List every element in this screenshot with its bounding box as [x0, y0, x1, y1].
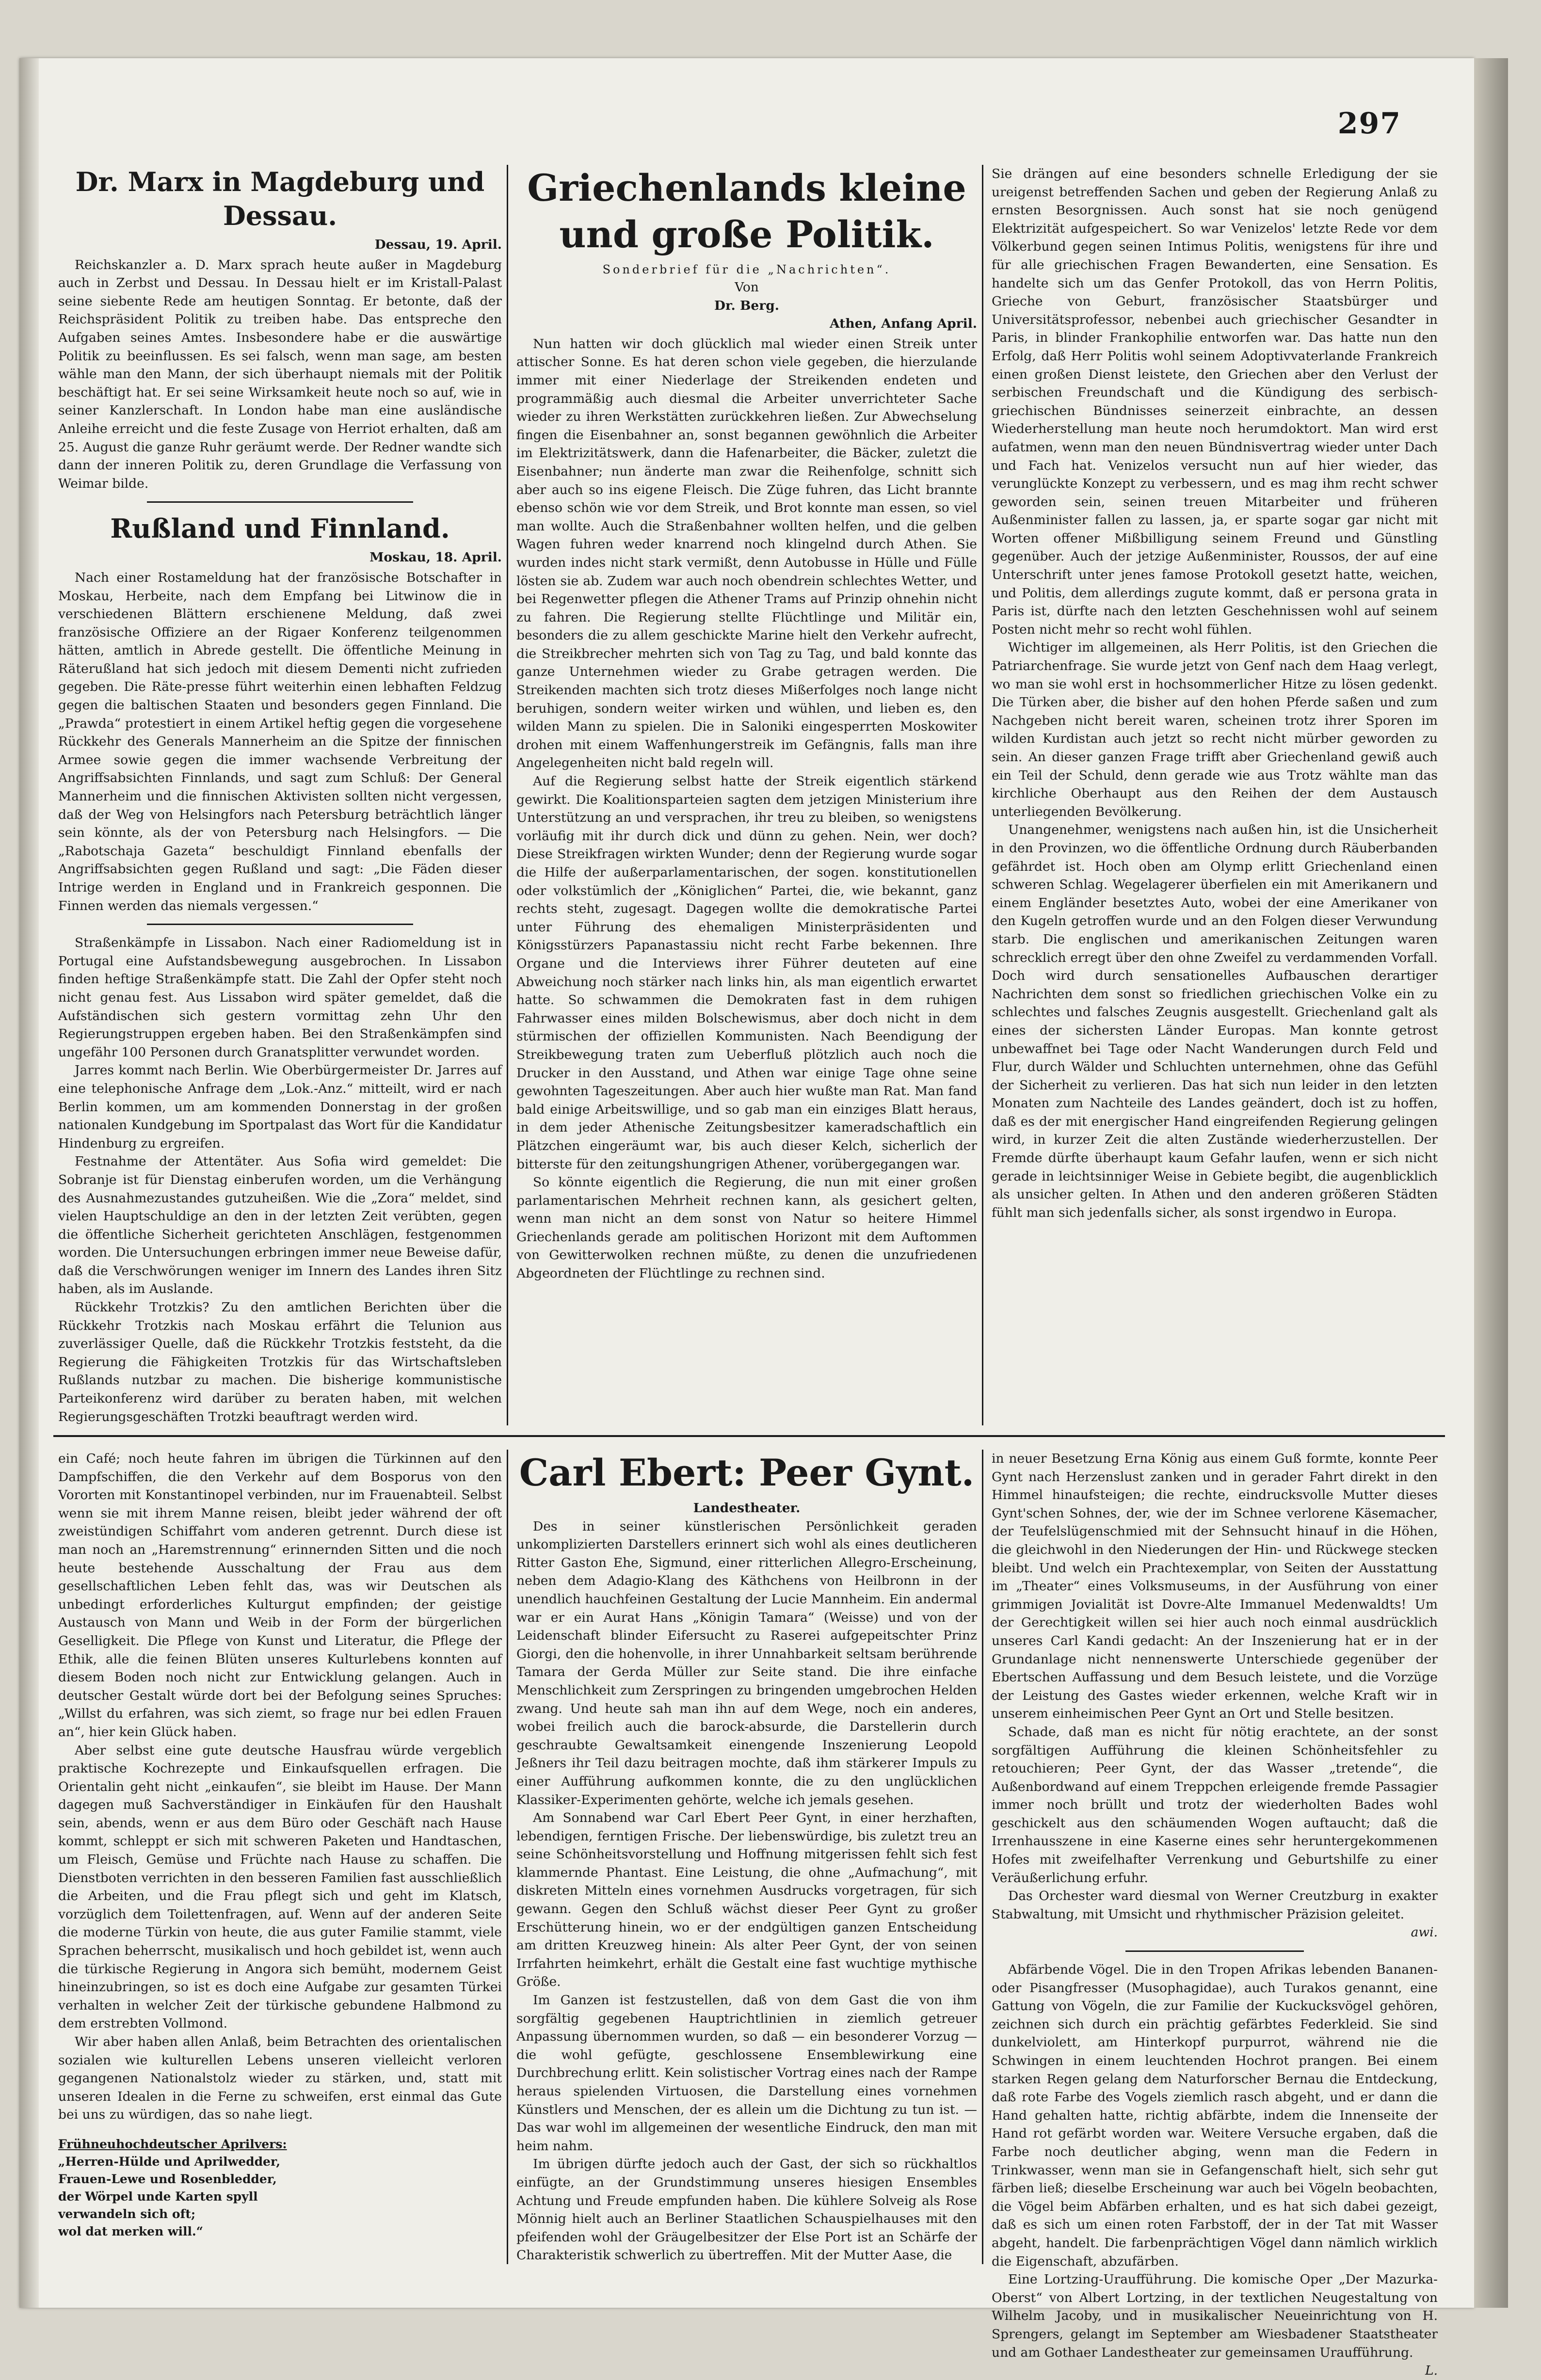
bottom-column-3 — [992, 1450, 1438, 2379]
newspaper-page — [19, 58, 1474, 2379]
news-item-trotzki: Rückkehr Trotzkis? Zu den amtlichen Berichten über die Rückkehr Trotzkis nach Moskau erfährt die Telunion aus zuverlässiger Quelle, daß die Rückkehr Trotzkis feststeht, da die Regierung die Fähigkeiten Trotzkis für das Wirtschaftsleben Rußlands nutzbar zu machen. Die bisherige kommunistische Parteikonferenz wird darüber zu beraten haben, mit welchen Regierungsgeschäften Trotzki beauftragt werden wird. — [58, 1300, 502, 1424]
article-headline-russland: Rußland und Finnland. — [110, 513, 450, 544]
note-signoff: L. — [1425, 2363, 1438, 2379]
poem-title: Frühneuhochdeutscher Aprilvers: — [58, 2137, 287, 2151]
column-rule — [507, 165, 508, 1425]
paragraph: Wir aber haben allen Anlaß, beim Betrachten des orientalischen sozialen wie kulturellen Lebens unseren vielleicht verloren gegangenen Nationalstolz wieder zu stärken, und, statt mit unseren Idealen in die Ferne zu schweifen, erst einmal das Gute bei uns zu würdigen, das so nahe liegt. — [58, 2034, 502, 2123]
paragraph: ein Café; noch heute fahren im übrigen die Türkinnen auf den Dampfschiffen, die den Verkehr auf dem Bosporus von den Vororten mit Konstantinopel verbinden, nur im Frauenabteil. Selbst wenn sie mit ihrem Manne reisen, bleibt jeder während der oft zweistündigen Schiffahrt vom anderen getrennt. Durch diese ist man noch an „Haremstrennung“ erinnernden Sitten und die noch heute bestehende Ausschaltung der Frau aus dem gesellschaftlichen Leben fehlt das, was wir Deutschen als unbedingt erforderliches Kulturgut empfinden; der geistige Austausch von Mann und Weib in der Form der bürgerlichen Geselligkeit. Die Pflege von Kunst und Literatur, die Pflege der Ethik, alle die feinen Blüten unseres Kulturlebens konnten auf diesem Boden noch nicht zur Entwicklung gelangen. Auch in deutscher Gestalt würde dort bei der Befolgung seines Spruches: „Willst du erfahren, was sich ziemt, so frage nur bei edlen Frauen an“, hier kein Glück haben. — [58, 1451, 502, 1740]
section-divider — [53, 1435, 1445, 1437]
paragraph: Das Orchester ward diesmal von Werner Creutzburg in exakter Stabwaltung, mit Umsicht und rhythmischer Präzision geleitet. — [992, 1888, 1438, 1922]
scan-edge — [1474, 58, 1508, 2308]
article-headline-marx: Dr. Marx in Magdeburg und Dessau. — [75, 166, 485, 231]
paragraph: in neuer Besetzung Erna König aus einem Guß formte, konnte Peer Gynt nach Herzenslust zanken und in gerader Fahrt direkt in den Himmel hinaufsteigen; die rechte, eindrucksvolle Mutter dieses Gynt'schen Sohnes, der, wie der im Schnee verlorene Käsemacher, der Teufelslügenschmied mit der Sehnsucht hinauf in die Höhen, die gleichwohl in den Niederungen der Hin- und Rückwege stecken bleibt. Und welch ein Prachtexemplar, von Seiten der Ausstattung im „Theater“ eines Volksmuseums, in der Ausführung von einer grimmigen Jovialität ist Dovre-Alte Immanuel Medenwaldts! Um der Gerechtigkeit willen sei hier auch noch einmal ausdrücklich unseres Carl Kandi gedacht: An der Inszenierung hat er in der Grundanlage nicht nennenswerte Unterschiede gegenüber der Ebertschen Auffassung und dem Besuch leistete, und die Vorzüge der Leistung des Gastes wieder erkennen, welche Kraft wir in unserem einheimischen Peer Gynt an Ort und Stelle besitzen. — [992, 1451, 1438, 1722]
article-body-marx: Reichskanzler a. D. Marx sprach heute außer in Magdeburg auch in Zerbst und Dessau. In Dessau hielt er im Kristall-Palast seine siebente Rede am heutigen Sonntag. Er betonte, daß der Reichspräsident Politik zu treiben habe. Das entspreche den Aufgaben seines Amtes. Insbesondere habe er die auswärtige Politik zu beeinflussen. Es sei falsch, wenn man sage, am besten wähle man den Mann, der sich überhaupt niemals mit der Politik beschäftigt hat. Er sei seine Wirksamkeit heute noch so auf, wie in seiner Kanzlerschaft. In London habe man eine ausländische Anleihe erreicht und die feste Zusage von Herriot erhalten, daß am 25. August die ganze Ruhr geräumt werde. Der Redner wandte sich dann der inneren Politik zu, deren Grundlage die Verfassung von Weimar bilde. — [58, 257, 502, 491]
paragraph: Im übrigen dürfte jedoch auch der Gast, der sich so rückhaltlos einfügte, an der Grundstimmung unseres hiesigen Ensembles Achtung und Freude empfunden haben. Die kühlere Solveig als Rose Mönnig hielt auch an Berliner Staatlichen Schauspielhauses mit den pfeifenden wohl der Gräugelbesitzer der Else Port ist an Schärfe der Charakteristik schwerlich zu übertreffen. Mit der Mutter Aase, die — [516, 2156, 977, 2263]
note-paragraph: Abfärbende Vögel. Die in den Tropen Afrikas lebenden Bananen- oder Pisangfresser (Musophagidae), auch Turakos genannt, eine Gattung von Vögeln, die zur Familie der Kuckucksvögel gehören, zeichnen sich durch ein prächtig gefärbtes Federkleid. Sie sind dunkelviolett, am Hinterkopf purpurrot, während nie die Schwingen in einem leuchtenden Hochrot prangen. Bei einem starken Regen gelang dem Naturforscher Bernau die Entdeckung, daß rote Farbe des Vogels ziemlich rasch abgeht, und er dann die Hand gehalten hatte, richtig abfärbte, indem die Innenseite der Hand rot gefärbt worden war. Weitere Versuche ergaben, daß die Farbe noch deutlicher abging, wenn man die Federn in Trinkwasser, wenn man sie in Gefangenschaft hielt, sich sehr gut färben ließ; dieselbe Erscheinung war auch bei Vögeln beobachten, die Vögel beim Abfärben erhalten, und es hat sich dabei gezeigt, daß es sich um einen roten Farbstoff, der in der Tat mit Wasser abgeht, handelt. Die farbenprächtigen Vögel dann nämlich wirklich die Eigenschaft, abzufärben. — [992, 1962, 1438, 2269]
top-column-1 — [58, 165, 502, 1425]
paragraph: Unangenehmer, wenigstens nach außen hin, ist die Unsicherheit in den Provinzen, wo die öffentliche Ordnung durch Räuberbanden gefährdet ist. Hoch oben am Olymp erlitt Griechenland einen schweren Schlag. Wegelagerer überfielen ein mit Amerikanern und einem Engländer besetztes Auto, wobei der eine Amerikaner von den Kugeln getroffen wurde und an den Folgen dieser Verwundung starb. Die englischen und amerikanischen Zeitungen waren schrecklich erregt über den ohne Zweifel zu verdammenden Vorfall. Doch wird durch sensationelles Aufbauschen derartiger Nachrichten dem sonst so friedlichen griechischen Volke ein zu schlechtes und falsches Zeugnis ausgestellt. Griechenland galt als eines der sichersten Länder Europas. Man konnte getrost unbewaffnet bei Tage oder Nacht Wanderungen durch Feld und Flur, durch Wälder und Schluchten unternehmen, ohne das Gefühl der Sicherheit zu verlieren. Das hat sich nun leider in den letzten Monaten zum Nachteile des Landes geändert, doch ist zu hoffen, daß es der mit energischer Hand eingreifenden Regierung gelingen wird, in kurzer Zeit die alten Zustände wiederherzustellen. Der Fremde dürfte überhaupt kaum Gefahr laufen, wenn er sich nicht gerade in leichtsinniger Weise in Gebiete begibt, die augenblicklich als unsicher gelten. In Athen und den anderen größeren Städten fühlt man sich jedenfalls sicher, als sonst irgendwo in Europa. — [992, 822, 1438, 1220]
paragraph: Sie drängen auf eine besonders schnelle Erledigung der sie ureigenst betreffenden Sachen und geben der Regierung Anlaß zu ernsten Besorgnissen. Auch sonst hat sie noch genügend Elektrizität aufgespeichert. So war Venizelos' letzte Rede vor dem Völkerbund gegen seinen Intimus Politis, wenigstens für ihre und für alle griechischen Fragen Bewanderten, eine Sensation. Es handelte sich um das Genfer Protokoll, das von Herrn Politis, Grieche von Geburt, französischer Staatsbürger und Universitätsprofessor, nebenbei auch griechischer Gesandter in Paris, in blinder Frankophilie entworfen war. Das hatte nun den Erfolg, daß Herr Politis wohl seinem Adoptivvaterlande Frankreich einen großen Dienst leistete, den Griechen aber den Verlust der serbischen Freundschaft und die Kündigung des serbisch-griechischen Bündnisses seinerzeit einbrachte, an dessen Wiederherstellung man heute noch herumdoktort. Man wird erst aufatmen, wenn man den neuen Bündnisvertrag wieder unter Dach und Fach hat. Venizelos versucht nun auf hier wieder, das verunglückte Konzept zu verbessern, und es mag ihm recht schwer geworden sein, seinen treuen Mitarbeiter und früheren Außenminister fallen zu lassen, ja, er sparte sogar gar nicht mit Worten offener Mißbilligung seinem Freund und Günstling gegenüber. Auch der jetzige Außenminister, Roussos, der auf eine Unterschrift unter jenes famose Protokoll gesetzt hatte, weichen, und Politis, dem allerdings zugute kommt, daß er persona grata in Paris ist, dürfte nach den letzten Geschehnissen wohl auf seinem Posten nicht mehr so recht wohl fühlen. — [992, 166, 1438, 637]
poem-line: der Wörpel unde Karten spyll — [58, 2189, 258, 2204]
poem-line: Frauen-Lewe und Rosenbledder, — [58, 2172, 277, 2186]
paragraph: Wichtiger im allgemeinen, als Herr Politis, ist den Griechen die Patriarchenfrage. Sie wurde jetzt von Genf nach dem Haag verlegt, wo man sie wohl erst in hochsommerlicher Hitze zu lösen gedenkt. Die Türken aber, die bisher auf den hohen Pferde saßen und zum Nachgeben nicht bereit waren, scheinen trotz ihrer Sporen im wilden Kurdistan auch jetzt so recht nicht mürber geworden zu sein. An dieser ganzen Frage trifft aber Griechenland gewiß auch ein Teil der Schuld, denn gerade wie aus Trotz wählte man das kirchliche Oberhaupt aus den Reihen der dem Austausch unterliegenden Bevölkerung. — [992, 640, 1438, 819]
separator — [1125, 1950, 1304, 1952]
separator — [147, 924, 413, 925]
byline-author: Dr. Berg. — [714, 298, 779, 313]
separator — [147, 501, 413, 503]
paragraph: Aber selbst eine gute deutsche Hausfrau würde vergeblich praktische Kochrezepte und Einkaufsquellen erfragen. Die Orientalin geht nicht „einkaufen“, sie bleibt im Hause. Der Mann dagegen muß Sachverständiger in Einkäufen für den Haushalt sein, abends, wenn er aus dem Büro oder Geschäft nach Hause kommt, schleppt er sich mit schweren Paketen und Handtaschen, um Fleisch, Gemüse und Früchte nach Hause zu schaffen. Die Dienstboten verrichten in den besseren Familien fast ausschließlich die Arbeiten, und die Frau pflegt sich und geht im Klatsch, vorzüglich dem Toilettenfragen, auf. Wenn auf der anderen Seite die moderne Türkin von heute, die aus guter Familie stammt, viele Sprachen beherrscht, musikalisch und hoch gebildet ist, wenn auch die türkische Regierung in Angora sich bemüht, modernem Geist hineinzubringen, so ist es doch eine Aufgabe zur gesamten Türkei verhalten in welcher Zeit der türkische gebundene Halbmond zu dem erstrebten Vollmond. — [58, 1742, 502, 2031]
dateline-dessau: Dessau, 19. April. — [374, 237, 502, 252]
poem-line: wol dat merken will.“ — [58, 2224, 204, 2238]
article-headline-peer-gynt: Carl Ebert: Peer Gynt. — [519, 1451, 975, 1494]
paragraph: Im Ganzen ist festzustellen, daß von dem Gast die von ihm sorgfältig gegebenen Hauptrichtlinien in ziemlich getreuer Anpassung übernommen wurden, so daß — ein besonderer Vorzug — die wohl gefügte, geschlossene Ensemblewirkung eine Durchbrechung erlitt. Kein solistischer Vortrag eines nach der Rampe heraus spielenden Virtuosen, die Darstellung eines vornehmen Künstlers und Menschen, der es allein um die Dichtung zu tun ist. — Das war wohl im allgemeinen der wesentliche Eindruck, den man mit heim nahm. — [516, 1993, 977, 2154]
article-subtitle: Sonderbrief für die „Nachrichten“. — [602, 263, 891, 276]
bottom-column-1 — [58, 1450, 502, 2264]
paragraph: Auf die Regierung selbst hatte der Streik eigentlich stärkend gewirkt. Die Koalitionsparteien sagten dem jetzigen Ministerium ihre Unterstützung an und versprachen, ihr treu zu bleiben, so wenigstens vorläufig mit ihr durch dick und dünn zu gehen. Nein, wer doch? Diese Streikfragen wirkten Wunder; denn der Regierung wurde sogar die Hilfe der außerparlamentarischen, der sogen. konstitutionellen oder volkstümlich der „Königlichen“ Partei, die, wie bekannt, ganz rechts steht, zugesagt. Dagegen wollte die demokratische Partei unter Führung des ehemaligen Ministerpräsidenten und Königsstürzers Papanastassiu nicht recht Farbe bekennen. Ihre Organe und die Interviews ihrer Führer deuteten auf eine Abweichung noch stärker nach links hin, als man eigentlich erwartet hatte. So schwammen die Demokraten fast in dem ruhigen Fahrwasser eines milden Bolschewismus, aber doch nicht in dem stürmischen der offiziellen Kommunisten. Nach Beendigung der Streikbewegung traten zum Ueberfluß plötzlich auch noch die Drucker in den Ausstand, und Athen war einige Tage ohne seine gewohnten Tageszeitungen. Aber auch hier wußte man Rat. Man fand bald einige Arbeitswillige, und so gab man ein einziges Blatt heraus, in dem jeder Athenische Zeitungsbesitzer kameradschaftlich ein Plätzchen eingeräumt war, bis auch dieser Kelch, sicherlich der bitterste für den zeitungshungrigen Athener, vorübergegangen war. — [516, 774, 977, 1172]
paragraph: So könnte eigentlich die Regierung, die nun mit einer großen parlamentarischen Mehrheit rechnen kann, als gesichert gelten, wenn man nicht an dem sonst von Natur so heitere Himmel Griechenlands gerade am politischen Horizont mit dem Auftommen von Gewitterwolken rechnen müßte, zu denen die unzufriedenen Abgeordneten der Flüchtlinge zu rechnen sind. — [516, 1175, 977, 1281]
poem-block — [58, 2136, 502, 2240]
column-rule — [982, 165, 983, 1425]
note-paragraph: Eine Lortzing-Uraufführung. Die komische Oper „Der Mazurka-Oberst“ von Albert Lortzing, in der textlichen Neugestaltung von Wilhelm Jacoby, und in musikalischer Neueinrichtung von H. Sprengers, gelangt im September am Wiesbadener Staatstheater und am Gothaer Landestheater zur gemeinsamen Uraufführung. — [992, 2272, 1438, 2360]
column-rule — [982, 1450, 983, 2264]
dateline-athen: Athen, Anfang April. — [829, 316, 977, 332]
byline-von: Von — [735, 280, 759, 295]
article-body-russland: Nach einer Rostameldung hat der französische Botschafter in Moskau, Herbeite, nach dem Empfang bei Litwinow die in verschiedenen Blättern erschienene Meldung, daß zwei französische Offiziere an der Rigaer Konferenz teilgenommen hätten, amtlich in Abrede gestellt. Die öffentliche Meinung in Räterußland hat sich jedoch mit diesem Dementi nicht zufrieden gegeben. Die Räte-presse führt weiterhin einen lebhaften Feldzug gegen die baltischen Staaten und besonders gegen Finnland. Die „Prawda“ protestiert in einem Artikel heftig gegen die vorgesehene Rückkehr des Generals Mannerheim an die Spitze der finnischen Armee sowie gegen die immer wachsende Verbreitung der Angriffsabsichten Finnlands, und sagt zum Schluß: Der General Mannerheim und die finnischen Aktivisten sollten nicht vergessen, daß der Weg von Helsingfors nach Petersburg beträchtlich länger sein könnte, als der von Petersburg nach Helsingfors. — Die „Rabotschaja Gazeta“ beschuldigt Finnland ebenfalls der Angriffsabsichten gegen Rußland und sagt: „Die Fäden dieser Intrige werden in England und in Frankreich gesponnen. Die Finnen werden das niemals vergessen.“ — [58, 570, 502, 913]
paragraph: Nun hatten wir doch glücklich mal wieder einen Streik unter attischer Sonne. Es hat deren schon viele gegeben, die hierzulande immer mit einer Niederlage der Streikenden endeten und programmäßig auch diesmal die Arbeiter unverrichteter Sache wieder zu ihren Werkstätten zurückkehren ließen. Zur Abwechselung fingen die Eisenbahner an, sonst begannen gewöhnlich die Arbeiter im Elektrizitätswerk, dann die Hafenarbeiter, die Bäcker, zuletzt die Eisenbahner; nun änderte man zwar die Reihenfolge, schnitt sich aber auch so ins eigene Fleisch. Die Züge fuhren, das Licht brannte ebenso schön wie vor dem Streik, und Brot konnte man essen, so viel man wollte. Auch die Straßenbahner wollten helfen, und die gelben Wagen fuhren weder knarrend noch klingelnd durch Athen. Sie wurden indes nicht stark vermißt, denn Autobusse in Hülle und Fülle lösten sie ab. Zudem war auch noch obendrein schlechtes Wetter, und bei Regenwetter pflegen die Athener Trams auf Prinzip ohnehin nicht zu fahren. Die Regierung stellte Flüchtlinge und Militär ein, besonders die zu allem geschickte Marine hielt den Verkehr aufrecht, die Streikbrecher mehrten sich von Tag zu Tag, und bald konnte das ganze Unternehmen wieder zu Grabe getragen werden. Die Streikenden machten sich trotz dieses Mißerfolges noch lange nicht beruhigen, sondern weiter wirken und wühlen, und lieben es, den wilden Mann zu spielen. Die in Saloniki eingesperrten Moskowiter drohen mit einem Waffenhungerstreik im Gefängnis, falls man ihre Angelegenheiten nicht bald regeln will. — [516, 336, 977, 771]
article-headline-griechenland: Griechenlands kleine und große Politik. — [527, 166, 966, 256]
poem-line: verwandeln sich oft; — [58, 2206, 196, 2221]
news-item-jarres: Jarres kommt nach Berlin. Wie Oberbürgermeister Dr. Jarres auf eine telephonische Anfrage dem „Lok.-Anz.“ mitteilt, wird er nach Berlin kommen, um am kommenden Donnerstag in der großen nationalen Kundgebung im Sportpalast das Wort für die Kandidatur Hindenburg zu ergreifen. — [58, 1063, 502, 1151]
page-binding — [19, 58, 39, 2308]
column-rule — [507, 1450, 508, 2264]
page-number: 297 — [1337, 107, 1401, 141]
bottom-column-2 — [516, 1450, 977, 2264]
news-item-attentaeter: Festnahme der Attentäter. Aus Sofia wird gemeldet: Die Sobranje ist für Dienstag einberufen worden, um die Verhängung des Ausnahmezustandes gutzuheißen. Wie die „Zora“ meldet, sind vielen Hauptschuldige an den in der letzten Zeit verübten, gegen die öffentliche Sicherheit gerichteten Anschlägen, festgenommen worden. Die Untersuchungen erbringen immer neue Beweise dafür, daß die Verschwörungen weniger im Innern des Landes ihren Sitz haben, als im Auslande. — [58, 1154, 502, 1297]
paragraph: Des in seiner künstlerischen Persönlichkeit geraden unkomplizierten Darstellers erinnert sich wohl als eines deutlicheren Ritter Gaston Ehe, Sigmund, einer ritterlichen Allegro-Erscheinung, neben dem Adagio-Klang des Käthchens von Heilbronn in der unendlich hauchfeinen Gestaltung der Lucie Mannheim. Ein andermal war er ein Aurat Hans „Königin Tamara“ (Weisse) und von der Leidenschaft blinder Eifersucht zu Raserei aufgepeitschter Prinz Giorgi, den die hohenvolle, in ihrer Unnahbarkeit seltsam berührende Tamara der Gerda Müller zur Seite stand. Die ihre einfache Menschlichkeit zum Zerspringen zu bringenden umgebrochen Helden zwang. Und heute sah man ihn auf dem Wege, noch ein anderes, wobei freilich auch die barock-absurde, die Darstellerin durch geschraubte Gewaltsamkeit einengende Inszenierung Leopold Jeßners ihr Teil dazu beitragen mochte, daß ihm stärkerer Impuls zu einer Aufführung aufkommen konnte, die zu den unglücklichen Klassiker-Experimenten gehörte, welche ich jemals gesehen. — [516, 1518, 977, 1807]
paragraph: Am Sonnabend war Carl Ebert Peer Gynt, in einer herzhaften, lebendigen, ferntigen Frische. Der liebenswürdige, bis zuletzt treu an seine Schönheitsvorstellung und Hoffnung mitgerissen fehlt sich fest klammernde Phantast. Eine Leistung, die ohne „Aufmachung“, mit diskreten Mitteln eines vornehmen Ausdrucks vorgetragen, für sich gewann. Gegen den Schluß wächst dieser Peer Gynt zu großer Erschütterung hinein, wo er der endgültigen ganzen Entscheidung am dritten Kreuzweg hinein: Als alter Peer Gynt, der von seinen Irrfahrten heimkehrt, erhält die Gestalt eine fast wuchtige mythische Größe. — [516, 1810, 977, 1990]
top-column-2 — [516, 165, 977, 1425]
poem-line: „Herren-Hülde und Aprilwedder, — [58, 2154, 281, 2169]
paragraph: Schade, daß man es nicht für nötig erachtete, an der sonst sorgfältigen Aufführung die kleinen Schönheitsfehler zu retouchieren; Peer Gynt, der das Wasser „tretende“, die Außenbordwand auf einem Treppchen erleigende fremde Passagier immer noch brüllt und trotz der wiederholten Bades wohl geschickelt aus den schäumenden Wogen auftaucht; daß die Irrenhausszene in eine Kaserne eines sehr heruntergekommenen Hofes mit zweifelhafter Verrenkung und Geburtshilfe zu einer Veräußerlichung erfuhr. — [992, 1724, 1438, 1885]
top-column-3 — [992, 165, 1438, 1425]
author-signoff: awi. — [1411, 1925, 1438, 1940]
news-item-lissabon: Straßenkämpfe in Lissabon. Nach einer Radiomeldung ist in Portugal eine Aufstandsbewegung ausgebrochen. In Lissabon finden heftige Straßenkämpfe statt. Die Zahl der Opfer steht noch nicht genau fest. Aus Lissabon wird später gemeldet, daß die Aufständischen sich gestern vormittag zehn Uhr den Regierungstruppen ergeben haben. Bei den Straßenkämpfen sind ungefähr 100 Personen durch Granatsplitter verwundet worden. — [58, 935, 502, 1060]
article-subheadline: Landestheater. — [693, 1501, 801, 1516]
dateline-moskau: Moskau, 18. April. — [369, 550, 502, 565]
